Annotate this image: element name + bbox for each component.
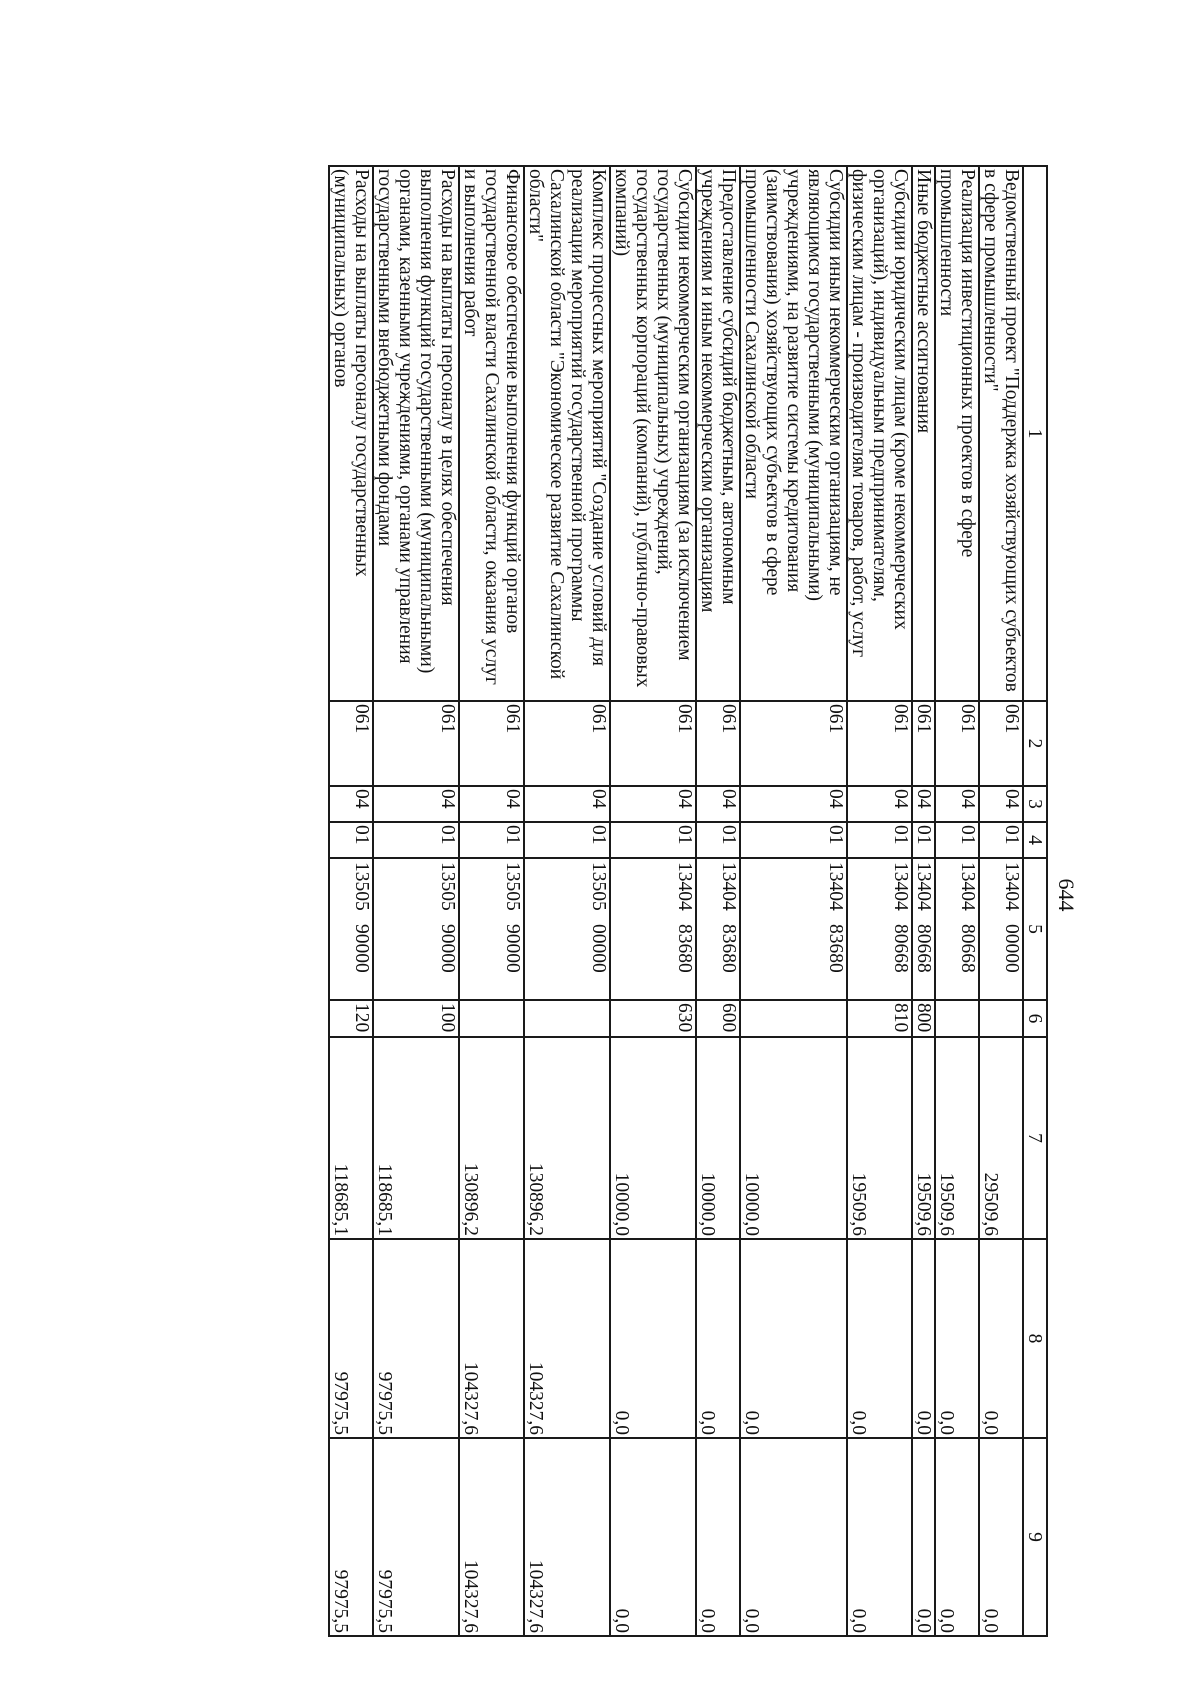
- target-article-code: [740, 858, 847, 1000]
- subsection-code: 01: [524, 822, 610, 858]
- expense-type-code: [524, 1000, 610, 1037]
- amount-year-3: 0,0: [935, 1438, 979, 1636]
- ministry-code: 061: [979, 701, 1023, 786]
- ministry-code: 061: [696, 701, 740, 786]
- section-code: 04: [459, 786, 524, 822]
- table-row: [696, 166, 740, 1636]
- row-name: Субсидии некоммерческим организациям (за исключением государственных (муниципальных) учреждений, государственных корпораций (компаний), публично-правовых компаний): [610, 166, 696, 701]
- target-article-direction: 80668: [890, 924, 911, 973]
- table-row: [935, 166, 979, 1636]
- target-article-direction: 80668: [913, 924, 934, 973]
- target-article-program: 13404: [674, 862, 695, 911]
- target-article-code: [459, 858, 524, 1000]
- amount-year-1: 10000,0: [696, 1037, 740, 1239]
- subsection-code: 01: [847, 822, 912, 858]
- budget-table-page: [181, 165, 1081, 1635]
- column-header-4: 4: [1023, 822, 1047, 858]
- column-header-5: 5: [1023, 858, 1047, 1000]
- section-code: 04: [935, 786, 979, 822]
- amount-year-1: 118685,1: [373, 1037, 459, 1239]
- expense-type-code: 810: [847, 1000, 912, 1037]
- column-header-1: 1: [1023, 166, 1047, 701]
- amount-year-1: 118685,1: [329, 1037, 373, 1239]
- amount-year-2: 0,0: [847, 1239, 912, 1438]
- amount-year-1: 130896,2: [524, 1037, 610, 1239]
- amount-year-2: 104327,6: [524, 1239, 610, 1438]
- target-article-direction: 83680: [825, 924, 846, 973]
- target-article-code: [329, 858, 373, 1000]
- row-name: Субсидии юридическим лицам (кроме некоммерческих организаций), индивидуальным предпринимателям, физическим лицам - производителям товаров, работ, услуг: [847, 166, 912, 701]
- row-name: Расходы на выплаты персоналу государственных (муниципальных) органов: [329, 166, 373, 701]
- row-name: Ведомственный проект "Поддержка хозяйствующих субъектов в сфере промышленности": [979, 166, 1023, 701]
- target-article-direction: 90000: [437, 924, 458, 973]
- amount-year-3: 0,0: [696, 1438, 740, 1636]
- section-code: 04: [847, 786, 912, 822]
- subsection-code: 01: [979, 822, 1023, 858]
- amount-year-2: 0,0: [610, 1239, 696, 1438]
- section-code: 04: [524, 786, 610, 822]
- target-article-program: 13505: [351, 862, 372, 911]
- row-name: Реализация инвестиционных проектов в сфере промышленности: [935, 166, 979, 701]
- target-article-code: [524, 858, 610, 1000]
- ministry-code: 061: [329, 701, 373, 786]
- target-article-program: 13404: [825, 862, 846, 911]
- amount-year-2: 0,0: [912, 1239, 935, 1438]
- target-article-program: 13505: [588, 862, 609, 911]
- ministry-code: 061: [847, 701, 912, 786]
- budget-table: [328, 165, 1048, 1637]
- target-article-program: 13404: [913, 862, 934, 911]
- row-name: Иные бюджетные ассигнования: [912, 166, 935, 701]
- target-article-code: [935, 858, 979, 1000]
- ministry-code: 061: [459, 701, 524, 786]
- column-header-6: 6: [1023, 1000, 1047, 1037]
- section-code: 04: [329, 786, 373, 822]
- amount-year-2: 97975,5: [373, 1239, 459, 1438]
- subsection-code: 01: [935, 822, 979, 858]
- subsection-code: 01: [373, 822, 459, 858]
- target-article-direction: 83680: [718, 924, 739, 973]
- column-header-8: 8: [1023, 1239, 1047, 1438]
- amount-year-3: 104327,6: [459, 1438, 524, 1636]
- section-code: 04: [740, 786, 847, 822]
- target-article-program: 13404: [890, 862, 911, 911]
- header-row: [1023, 166, 1047, 1636]
- target-article-code: [373, 858, 459, 1000]
- section-code: 04: [696, 786, 740, 822]
- row-name: Предоставление субсидий бюджетным, автономным учреждениям и иным некоммерческим организациям: [696, 166, 740, 701]
- column-header-9: 9: [1023, 1438, 1047, 1636]
- target-article-direction: 00000: [1001, 924, 1022, 973]
- amount-year-3: 97975,5: [329, 1438, 373, 1636]
- expense-type-code: 100: [373, 1000, 459, 1037]
- row-name: Комплекс процессных мероприятий "Создание условий для реализации мероприятий государственной программы Сахалинской области "Экономическое развитие Сахалинской области": [524, 166, 610, 701]
- amount-year-3: 104327,6: [524, 1438, 610, 1636]
- target-article-direction: 90000: [502, 924, 523, 973]
- subsection-code: 01: [610, 822, 696, 858]
- target-article-code: [912, 858, 935, 1000]
- section-code: 04: [373, 786, 459, 822]
- ministry-code: 061: [935, 701, 979, 786]
- table-row: [459, 166, 524, 1636]
- amount-year-2: 0,0: [740, 1239, 847, 1438]
- expense-type-code: 600: [696, 1000, 740, 1037]
- expense-type-code: [979, 1000, 1023, 1037]
- amount-year-3: 0,0: [740, 1438, 847, 1636]
- ministry-code: 061: [610, 701, 696, 786]
- column-header-7: 7: [1023, 1037, 1047, 1239]
- subsection-code: 01: [740, 822, 847, 858]
- section-code: 04: [912, 786, 935, 822]
- table-row: [847, 166, 912, 1636]
- amount-year-1: 19509,6: [912, 1037, 935, 1239]
- subsection-code: 01: [459, 822, 524, 858]
- expense-type-code: [935, 1000, 979, 1037]
- ministry-code: 061: [524, 701, 610, 786]
- section-code: 04: [979, 786, 1023, 822]
- amount-year-1: 130896,2: [459, 1037, 524, 1239]
- table-row: [524, 166, 610, 1636]
- column-header-3: 3: [1023, 786, 1047, 822]
- subsection-code: 01: [696, 822, 740, 858]
- amount-year-3: 0,0: [979, 1438, 1023, 1636]
- page-number: 644: [1054, 878, 1079, 912]
- column-header-2: 2: [1023, 701, 1047, 786]
- row-name: Субсидии иным некоммерческим организациям, не являющимся государственными (муниципальными) учреждениями, на развитие системы кредитования (заимствования) хозяйствующих субъектов в сфере промышленности Сахалинской области: [740, 166, 847, 701]
- amount-year-3: 0,0: [610, 1438, 696, 1636]
- target-article-program: 13404: [718, 862, 739, 911]
- table-row: [373, 166, 459, 1636]
- amount-year-1: 19509,6: [935, 1037, 979, 1239]
- row-name: Финансовое обеспечение выполнения функций органов государственной власти Сахалинской области, оказания услуг и выполнения работ: [459, 166, 524, 701]
- table-row: [740, 166, 847, 1636]
- target-article-direction: 00000: [588, 924, 609, 973]
- table-row: [329, 166, 373, 1636]
- target-article-program: 13404: [1001, 862, 1022, 911]
- ministry-code: 061: [740, 701, 847, 786]
- expense-type-code: [740, 1000, 847, 1037]
- table-row: [979, 166, 1023, 1636]
- expense-type-code: 120: [329, 1000, 373, 1037]
- amount-year-1: 19509,6: [847, 1037, 912, 1239]
- target-article-program: 13505: [502, 862, 523, 911]
- amount-year-3: 0,0: [847, 1438, 912, 1636]
- target-article-code: [696, 858, 740, 1000]
- subsection-code: 01: [912, 822, 935, 858]
- target-article-program: 13404: [957, 862, 978, 911]
- target-article-direction: 83680: [674, 924, 695, 973]
- target-article-code: [610, 858, 696, 1000]
- table-row: [912, 166, 935, 1636]
- amount-year-1: 29509,6: [979, 1037, 1023, 1239]
- expense-type-code: [459, 1000, 524, 1037]
- ministry-code: 061: [912, 701, 935, 786]
- subsection-code: 01: [329, 822, 373, 858]
- amount-year-1: 10000,0: [740, 1037, 847, 1239]
- target-article-code: [847, 858, 912, 1000]
- row-name: Расходы на выплаты персоналу в целях обеспечения выполнения функций государственными (муниципальными) органами, казенными учреждениями, органами управления государственными внебюджетными фондами: [373, 166, 459, 701]
- target-article-program: 13505: [437, 862, 458, 911]
- amount-year-2: 104327,6: [459, 1239, 524, 1438]
- amount-year-2: 0,0: [696, 1239, 740, 1438]
- amount-year-2: 0,0: [935, 1239, 979, 1438]
- expense-type-code: 630: [610, 1000, 696, 1037]
- target-article-code: [979, 858, 1023, 1000]
- target-article-direction: 80668: [957, 924, 978, 973]
- section-code: 04: [610, 786, 696, 822]
- amount-year-2: 97975,5: [329, 1239, 373, 1438]
- amount-year-2: 0,0: [979, 1239, 1023, 1438]
- amount-year-3: 97975,5: [373, 1438, 459, 1636]
- target-article-direction: 90000: [351, 924, 372, 973]
- ministry-code: 061: [373, 701, 459, 786]
- expense-type-code: 800: [912, 1000, 935, 1037]
- table-row: [610, 166, 696, 1636]
- amount-year-1: 10000,0: [610, 1037, 696, 1239]
- amount-year-3: 0,0: [912, 1438, 935, 1636]
